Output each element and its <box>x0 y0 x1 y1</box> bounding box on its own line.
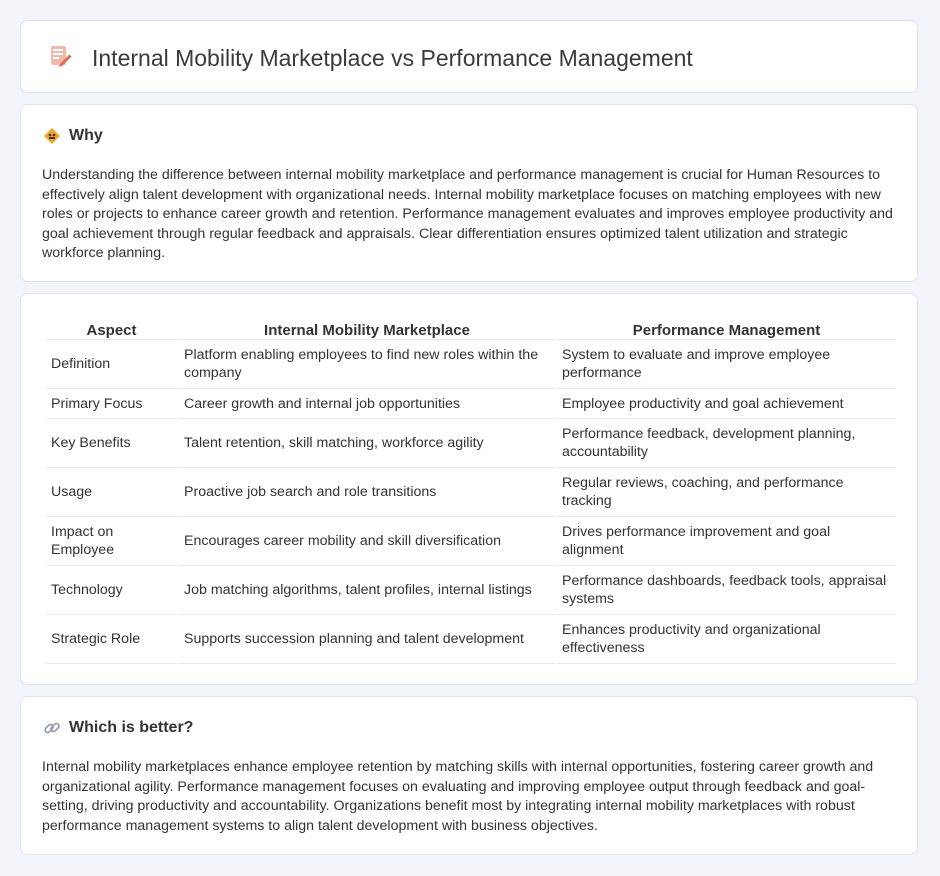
column-header: Aspect <box>46 315 177 340</box>
mobility-cell: Supports succession planning and talent development <box>179 615 555 664</box>
aspect-cell: Strategic Role <box>46 615 177 664</box>
aspect-cell: Key Benefits <box>46 419 177 468</box>
table-row <box>46 566 896 615</box>
performance-cell: Performance dashboards, feedback tools, appraisal systems <box>557 566 896 615</box>
table-header-row <box>46 315 896 340</box>
mobility-cell: Encourages career mobility and skill diversification <box>179 517 555 566</box>
performance-cell: Employee productivity and goal achievement <box>557 389 896 419</box>
better-title: Which is better? <box>69 719 194 736</box>
performance-cell: Regular reviews, coaching, and performance tracking <box>557 468 896 517</box>
which-better-section <box>20 696 918 855</box>
performance-cell: Enhances productivity and organizational effectiveness <box>557 615 896 664</box>
aspect-cell: Impact on Employee <box>46 517 177 566</box>
comparison-card <box>20 293 918 685</box>
column-header: Performance Management <box>557 315 896 340</box>
why-heading <box>43 127 103 145</box>
page-title: Internal Mobility Marketplace vs Performance Management <box>92 45 693 71</box>
mobility-cell: Proactive job search and role transitions <box>179 468 555 517</box>
table-row <box>46 468 896 517</box>
performance-cell: System to evaluate and improve employee performance <box>557 340 896 389</box>
document-pencil-icon <box>47 43 73 69</box>
performance-cell: Performance feedback, development planning, accountability <box>557 419 896 468</box>
table-row <box>46 419 896 468</box>
table-row <box>46 517 896 566</box>
aspect-cell: Technology <box>46 566 177 615</box>
aspect-cell: Primary Focus <box>46 389 177 419</box>
mobility-cell: Platform enabling employees to find new roles within the company <box>179 340 555 389</box>
column-header: Internal Mobility Marketplace <box>179 315 555 340</box>
performance-cell: Drives performance improvement and goal alignment <box>557 517 896 566</box>
mobility-cell: Talent retention, skill matching, workforce agility <box>179 419 555 468</box>
table-row <box>46 389 896 419</box>
table-row <box>46 615 896 664</box>
why-section <box>20 104 918 282</box>
table-row <box>46 340 896 389</box>
comparison-table <box>44 315 898 664</box>
diamond-sign-icon <box>43 127 61 145</box>
aspect-cell: Definition <box>46 340 177 389</box>
aspect-cell: Usage <box>46 468 177 517</box>
link-icon <box>43 719 61 737</box>
why-body: Understanding the difference between internal mobility marketplace and performance management is crucial for Human Resources to effectively align talent development with organizational needs. Internal mobility marketplace focuses on matching employees with new roles or projects to enhance career growth and retention. Performance management evaluates and improves employee productivity and goal achievement through regular feedback and appraisals. Clear differentiation ensures optimized talent utilization and strategic workforce planning. <box>42 167 893 262</box>
better-body: Internal mobility marketplaces enhance employee retention by matching skills with internal opportunities, fostering career growth and organizational agility. Performance management focuses on evaluating and improving employee output through feedback and goal-setting, driving productivity and accountability. Organizations benefit most by integrating internal mobility marketplaces with robust performance management systems to align talent development with business objectives. <box>42 759 874 834</box>
better-heading <box>43 719 193 737</box>
why-title: Why <box>69 127 103 144</box>
header-card <box>20 20 918 93</box>
mobility-cell: Career growth and internal job opportunities <box>179 389 555 419</box>
mobility-cell: Job matching algorithms, talent profiles, internal listings <box>179 566 555 615</box>
